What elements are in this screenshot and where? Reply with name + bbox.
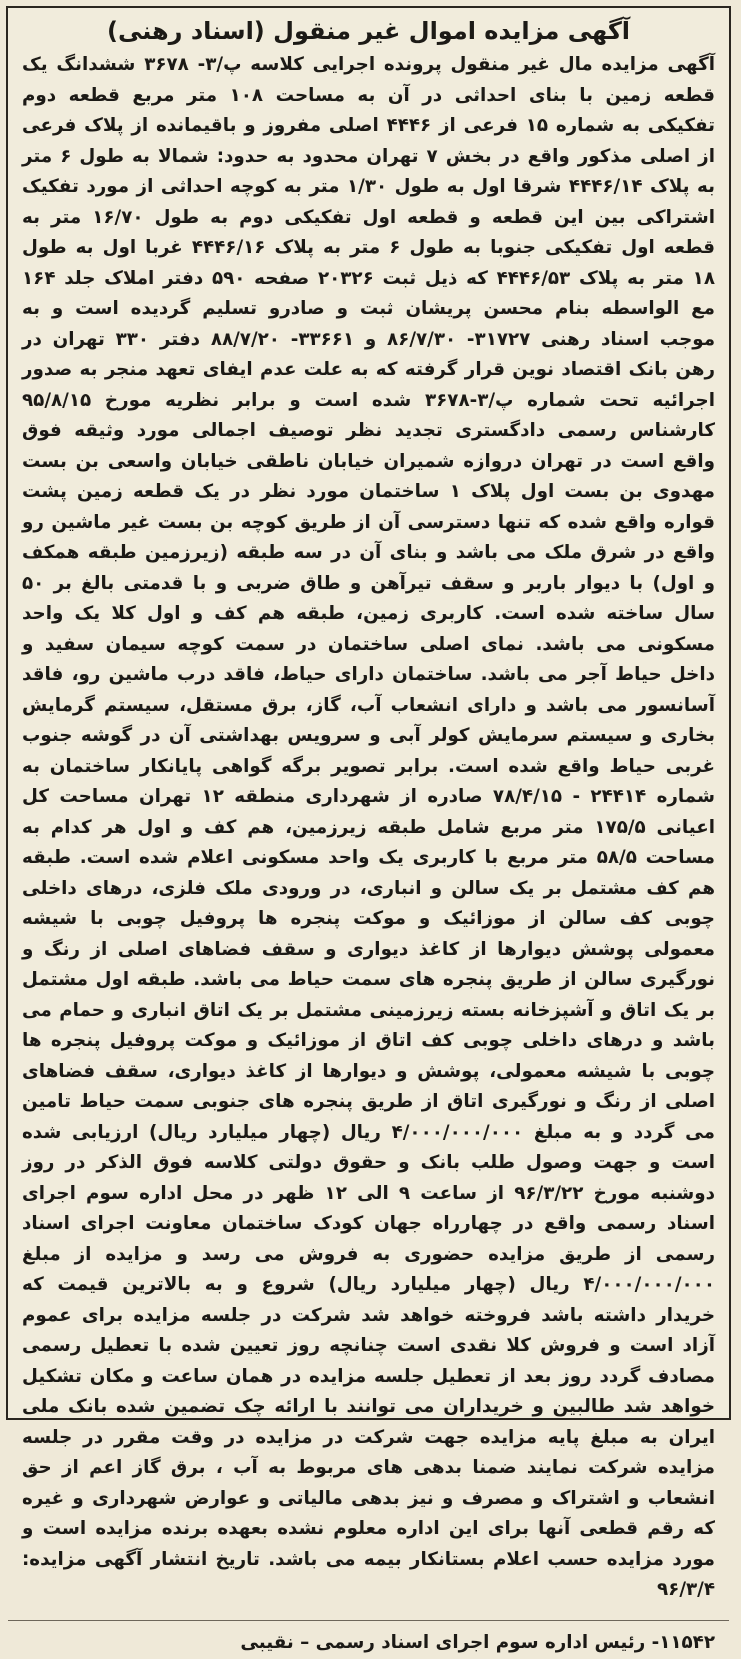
notice-body: آگهی مزایده مال غیر منقول پرونده اجرایی کلاسه پ/۳- ۳۶۷۸ ششدانگ یک قطعه زمین با بنای احداثی در آن به مساحت ۱۰۸ متر مربع قطعه دوم تفکیکی به شماره ۱۵ فرعی از ۴۴۴۶ اصلی مفروز و باقیمانده از پلاک فرعی از اصلی مذکور واقع در بخش ۷ تهران محدود به حدود: شمالا به طول ۶ متر به پلاک ۴۴۴۶/۱۴ شرقا اول به طول ۱/۳۰ متر به کوچه احداثی از مورد تفکیک اشتراکی بین این قطعه و قطعه اول تفکیکی دوم به طول ۱۶/۷۰ متر به قطعه اول تفکیکی جنوبا به طول ۶ متر به پلاک ۴۴۴۶/۱۶ غربا اول به طول ۱۸ متر به پلاک ۴۴۴۶/۵۳ که ذیل ثبت ۲۰۳۲۶ صفحه ۵۹۰ دفتر املاک جلد ۱۶۴ مع الواسطه بنام محسن پریشان ثبت و صادرو تسلیم گردیده است و به موجب اسناد رهنی ۳۱۷۲۷- ۸۶/۷/۳۰ و ۳۳۶۶۱- ۸۸/۷/۲۰ دفتر ۳۳۰ تهران در رهن بانک اقتصاد نوین قرار گرفته که به علت عدم ایفای تعهد منجر به صدور اجرائیه تحت شماره پ/۳-۳۶۷۸ شده است و برابر نظریه مورخ ۹۵/۸/۱۵ کارشناس رسمی دادگستری تجدید نظر توصیف اجمالی مورد وثیقه فوق واقع است در تهران دروازه شمیران خیابان ناطقی خیابان واسعی بن بست مهدوی بن بست اول پلاک ۱ ساختمان مورد نظر در یک قطعه زمین پشت قواره واقع شده که تنها دسترسی آن از طریق کوچه بن بست غیر ماشین رو واقع در شرق ملک می باشد و بنای آن در سه طبقه (زیرزمین طبقه همکف و اول) با دیوار باربر و سقف تیرآهن و طاق ضربی و با قدمتی بالغ بر ۵۰ سال ساخته شده است. کاربری زمین، طبقه هم کف و اول کلا یک واحد مسکونی می باشد. نمای اصلی ساختمان در سمت کوچه سیمان سفید و داخل حیاط آجر می باشد. ساختمان دارای حیاط، فاقد درب ماشین رو، فاقد آسانسور می باشد و دارای انشعاب آب، گاز، برق مستقل، سیستم گرمایش بخاری و سیستم سرمایش کولر آبی و سرویس بهداشتی آن در گوشه جنوب غربی حیاط واقع شده است. برابر تصویر برگه گواهی پایانکار ساختمان به شماره ۲۴۴۱۴ - ۷۸/۴/۱۵ صادره از شهرداری منطقه ۱۲ تهران مساحت کل اعیانی ۱۷۵/۵ متر مربع شامل طبقه زیرزمین، هم کف و اول هر کدام به مساحت ۵۸/۵ متر مربع با کاربری یک واحد مسکونی اعلام شده است. طبقه هم کف مشتمل بر یک سالن و انباری، در ورودی ملک فلزی، درهای داخلی چوبی کف سالن از موزائیک و موکت پنجره ها پروفیل چوبی با شیشه معمولی پوشش دیوارها از کاغذ دیواری و سقف فضاهای اصلی از رنگ و نورگیری سالن از طریق پنجره های سمت حیاط می باشد. طبقه اول مشتمل بر یک اتاق و آشپزخانه بسته زیرزمینی مشتمل بر یک اتاق انباری و حمام می باشد و درهای داخلی چوبی کف اتاق از موزائیک و موکت پروفیل پنجره ها چوبی با شیشه معمولی، پوشش و دیوارها از کاغذ دیواری، سقف فضاهای اصلی از رنگ و نورگیری اتاق از طریق پنجره های جنوبی سمت حیاط تامین می گردد و به مبلغ ۴/۰۰۰/۰۰۰/۰۰۰ ریال (چهار میلیارد ریال) ارزیابی شده است و جهت وصول طلب بانک و حقوق دولتی کلاسه فوق الذکر در روز دوشنبه مورخ ۹۶/۳/۲۲ از ساعت ۹ الی ۱۲ ظهر در محل اداره سوم اجرای اسناد رسمی واقع در چهارراه جهان کودک ساختمان معاونت اجرای اسناد رسمی از طریق مزایده حضوری به فروش می رسد و مزایده از مبلغ ۴/۰۰۰/۰۰۰/۰۰۰ ریال (چهار میلیارد ریال) شروع و به بالاترین قیمت که خریدار داشته باشد فروخته خواهد شد شرکت در جلسه مزایده برای عموم آزاد است و فروش کلا نقدی است چنانچه روز تعیین شده با تعطیل رسمی مصادف گردد روز بعد از تعطیل جلسه مزایده در همان ساعت و مکان تشکیل خواهد شد طالبین و خریداران می توانند با ارائه چک تضمین شده بانک ملی ایران به مبلغ پایه مزایده جهت شرکت در مزایده در وقت مقرر در جلسه مزایده شرکت نمایند ضمنا بدهی های مربوط به آب ، برق گاز اعم از حق انشعاب و اشتراک و مصرف و نیز بدهی مالیاتی و عوارض شهرداری و غیره که رقم قطعی آنها برای این اداره معلوم نشده بعهده برنده مزایده است و مورد مزایده حسب اعلام بستانکار بیمه می باشد. تاریخ انتشار آگهی مزایده: ۹۶/۳/۴ [22,54,716,1600]
notice-title: آگهی مزایده اموال غیر منقول (اسناد رهنی) [106,17,631,45]
footer-divider [8,1620,729,1621]
notice-signature: ۱۱۵۴۲- رئیس اداره سوم اجرای اسناد رسمی – نقیبی [240,1631,715,1653]
auction-notice [6,6,731,1653]
